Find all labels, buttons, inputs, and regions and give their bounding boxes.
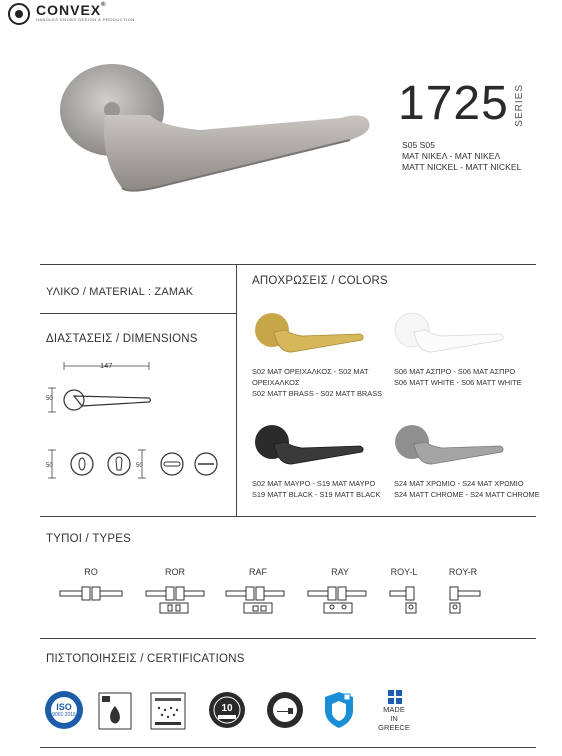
color-black-line2: S19 MATT BLACK - S19 MATT BLACK xyxy=(252,490,381,499)
made-in-line3: GREECE xyxy=(378,723,410,732)
made-in-line2: IN xyxy=(390,714,398,723)
iso-standard: 9001:2015 xyxy=(52,712,76,718)
handle-swatch-white xyxy=(392,308,507,358)
material-label: ΥΛΙΚΟ / MATERIAL : ZAMAK xyxy=(46,286,194,298)
color-white-line1: S06 ΜΑΤ ΑΣΠΡΟ - S06 ΜΑΤ ΑΣΠΡΟ xyxy=(394,367,516,376)
color-chrome-line2: S24 MATT CHROME - S24 MATT CHROME xyxy=(394,490,540,499)
color-brass-line3: S02 MATT BRASS - S02 MATT BRASS xyxy=(252,389,383,398)
made-in-line1: MADE xyxy=(383,705,405,714)
divider-bottom xyxy=(40,747,536,748)
color-white-line2: S06 MATT WHITE - S06 MATT WHITE xyxy=(394,378,522,387)
type-label-raf: RAF xyxy=(249,567,267,577)
dimension-width-value: 147 xyxy=(100,361,113,370)
type-label-ror: ROR xyxy=(165,567,185,577)
handle-swatch-black xyxy=(252,420,367,470)
shield-icon xyxy=(322,690,356,730)
iso-label: ISO xyxy=(56,702,72,712)
divider-certs xyxy=(40,638,536,639)
fire-rating-icon xyxy=(98,692,132,730)
colors-heading: ΑΠΟΧΡΩΣΕΙΣ / COLORS xyxy=(252,275,388,287)
finish-english: MATT NICKEL - MATT NICKEL xyxy=(402,162,522,172)
dimension-height-value: 50 xyxy=(46,396,53,402)
dimension-height-value-3: 50 xyxy=(136,463,143,469)
convex-logo-icon xyxy=(8,3,30,25)
divider-material xyxy=(40,313,236,314)
divider-types xyxy=(40,516,536,517)
greek-flag-icon xyxy=(388,690,402,704)
handle-hero-image xyxy=(50,60,380,220)
cylinder-seal-icon xyxy=(266,691,304,729)
color-chrome-line1: S24 ΜΑΤ ΧΡΩΜΙΟ - S24 ΜΑΤ ΧΡΩΜΙΟ xyxy=(394,479,524,488)
brand-name: CONVEX® xyxy=(36,2,107,18)
ten-year-label: 10 xyxy=(221,703,233,714)
color-black-line1: S02 ΜΑΤ ΜΑΥΡΟ - S19 ΜΑΤ ΜΑΥΡΟ xyxy=(252,479,376,488)
finish-greek: ΜΑΤ ΝΙΚΕΛ - ΜΑΤ ΝΙΚΕΛ xyxy=(402,151,501,161)
handle-swatch-brass xyxy=(252,308,367,358)
types-heading: ΤΥΠΟΙ / TYPES xyxy=(46,533,132,545)
divider-top xyxy=(40,264,536,265)
made-in-greece-label xyxy=(372,705,416,732)
dimension-height-value-2: 50 xyxy=(46,463,53,469)
brand-tagline: HANDLES KNOBS DESIGN & PRODUCTION xyxy=(36,17,135,22)
handle-swatch-chrome xyxy=(392,420,507,470)
finish-code: S05 S05 xyxy=(402,140,435,150)
type-label-roy-l: ROY-L xyxy=(390,567,418,577)
types-diagram xyxy=(56,582,496,616)
type-label-ray: RAY xyxy=(331,567,349,577)
type-label-ro: RO xyxy=(84,567,98,577)
series-number: 1725 xyxy=(398,77,509,130)
type-label-roy-r: ROY-R xyxy=(448,567,478,577)
divider-vertical xyxy=(236,264,237,516)
dimensions-heading: ΔΙΑΣΤΑΣΕΙΣ / DIMENSIONS xyxy=(46,333,198,345)
corrosion-test-icon xyxy=(150,692,186,730)
color-brass-line2: ΟΡΕΙΧΑΛΚΟΣ xyxy=(252,378,300,387)
series-label: SERIES xyxy=(514,84,525,127)
color-brass-line1: S02 ΜΑΤ ΟΡΕΙΧΑΛΚΟΣ - S02 ΜΑΤ xyxy=(252,367,369,376)
certifications-heading: ΠΙΣΤΟΠΟΙΗΣΕΙΣ / CERTIFICATIONS xyxy=(46,653,245,665)
